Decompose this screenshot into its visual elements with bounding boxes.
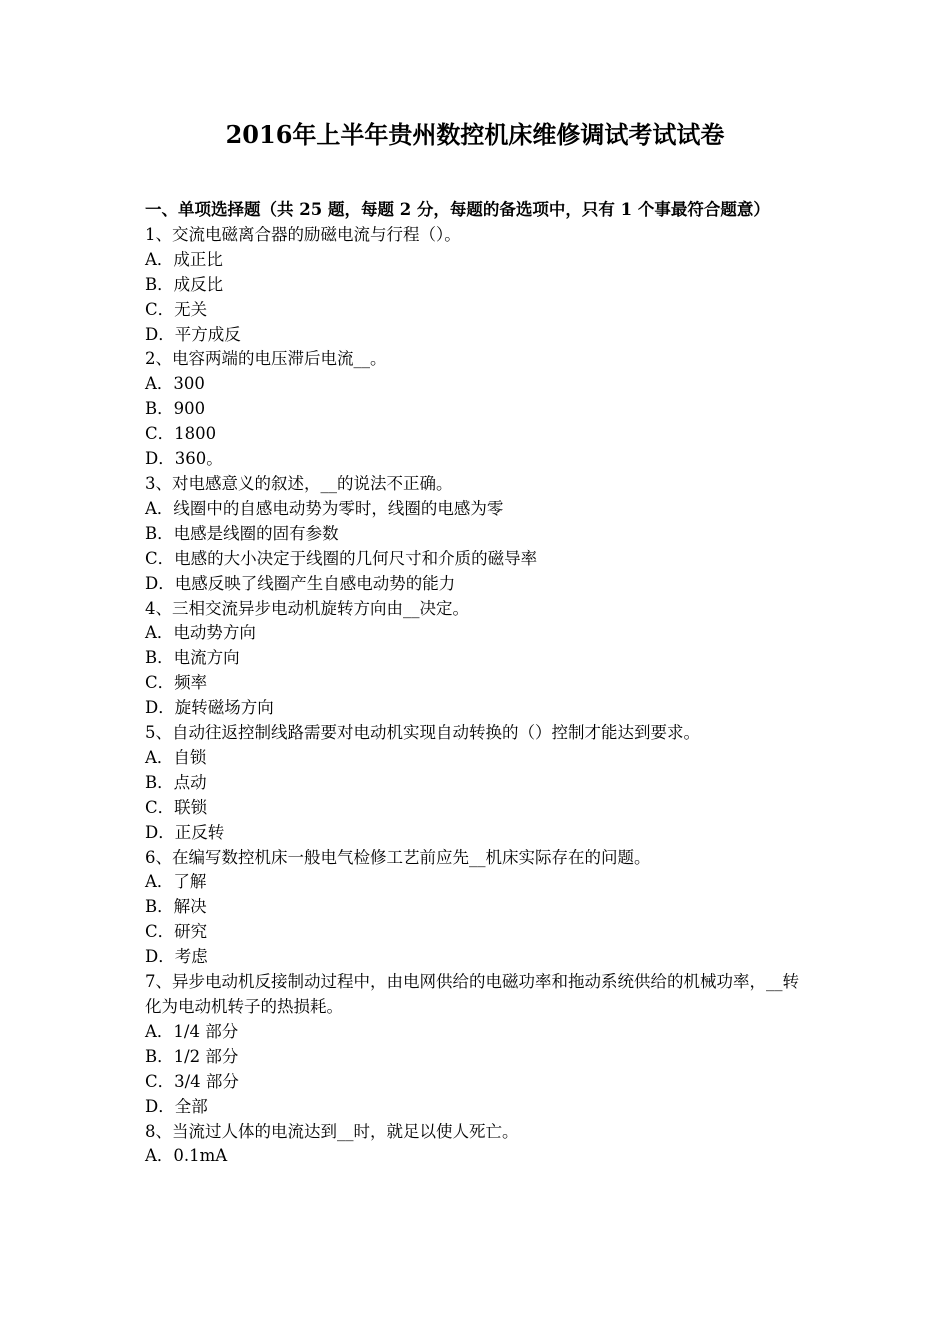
option-a: A．电动势方向	[145, 623, 256, 643]
option-d: D．正反转	[145, 822, 225, 842]
question-stem: 7、异步电动机反接制动过程中，由电网供给的电磁功率和拖动系统供给的机械功率，__转化为电动机转子的热损耗。	[145, 972, 799, 1016]
option-a: A．300	[145, 374, 205, 394]
question-stem: 3、对电感意义的叙述，__的说法不正确。	[145, 473, 453, 493]
question-6	[145, 846, 810, 971]
question-stem: 6、在编写数控机床一般电气检修工艺前应先__机床实际存在的问题。	[145, 847, 651, 867]
option-c: C．电感的大小决定于线圈的几何尺寸和介质的磁导率	[145, 548, 538, 568]
option-a: A．了解	[145, 872, 207, 892]
option-a: A．成正比	[145, 249, 223, 269]
option-b: B．电感是线圈的固有参数	[145, 523, 339, 543]
option-b: B．解决	[145, 897, 207, 917]
option-a: A．1/4 部分	[145, 1021, 239, 1041]
option-d: D．旋转磁场方向	[145, 698, 274, 718]
question-5	[145, 721, 810, 846]
document-title: 2016年上半年贵州数控机床维修调试考试试卷	[225, 120, 725, 149]
option-c: C．频率	[145, 673, 208, 693]
question-7	[145, 970, 810, 1119]
option-a: A．自锁	[145, 747, 207, 767]
option-a: A．0.1mA	[145, 1146, 228, 1166]
option-b: B．点动	[145, 772, 207, 792]
question-stem: 2、电容两端的电压滞后电流__。	[145, 349, 387, 369]
option-b: B．成反比	[145, 274, 224, 294]
option-a: A．线圈中的自感电动势为零时，线圈的电感为零	[145, 498, 504, 518]
question-2	[145, 347, 810, 472]
option-d: D．全部	[145, 1096, 208, 1116]
question-stem: 5、自动往返控制线路需要对电动机实现自动转换的（）控制才能达到要求。	[145, 723, 700, 743]
option-c: C．1800	[145, 424, 217, 444]
option-d: D．平方成反	[145, 324, 241, 344]
option-c: C．研究	[145, 922, 208, 942]
question-3	[145, 472, 810, 597]
option-d: D．电感反映了线圈产生自感电动势的能力	[145, 573, 456, 593]
question-stem: 8、当流过人体的电流达到__时，就足以使人死亡。	[145, 1121, 519, 1141]
option-b: B．1/2 部分	[145, 1046, 239, 1066]
question-stem: 4、三相交流异步电动机旋转方向由__决定。	[145, 598, 469, 618]
option-b: B．电流方向	[145, 648, 240, 668]
option-b: B．900	[145, 399, 206, 419]
option-c: C．联锁	[145, 797, 208, 817]
section-heading: 一、单项选择题（共 25 题，每题 2 分，每题的备选项中，只有 1 个事最符合题意）	[145, 200, 770, 219]
option-c: C．3/4 部分	[145, 1071, 239, 1091]
question-stem: 1、交流电磁离合器的励磁电流与行程（）。	[145, 224, 461, 244]
option-d: D．360。	[145, 449, 223, 469]
exam-content	[145, 198, 810, 1169]
option-d: D．考虑	[145, 947, 208, 967]
question-4	[145, 597, 810, 722]
question-1	[145, 223, 810, 348]
option-c: C．无关	[145, 299, 208, 319]
question-8	[145, 1120, 810, 1170]
